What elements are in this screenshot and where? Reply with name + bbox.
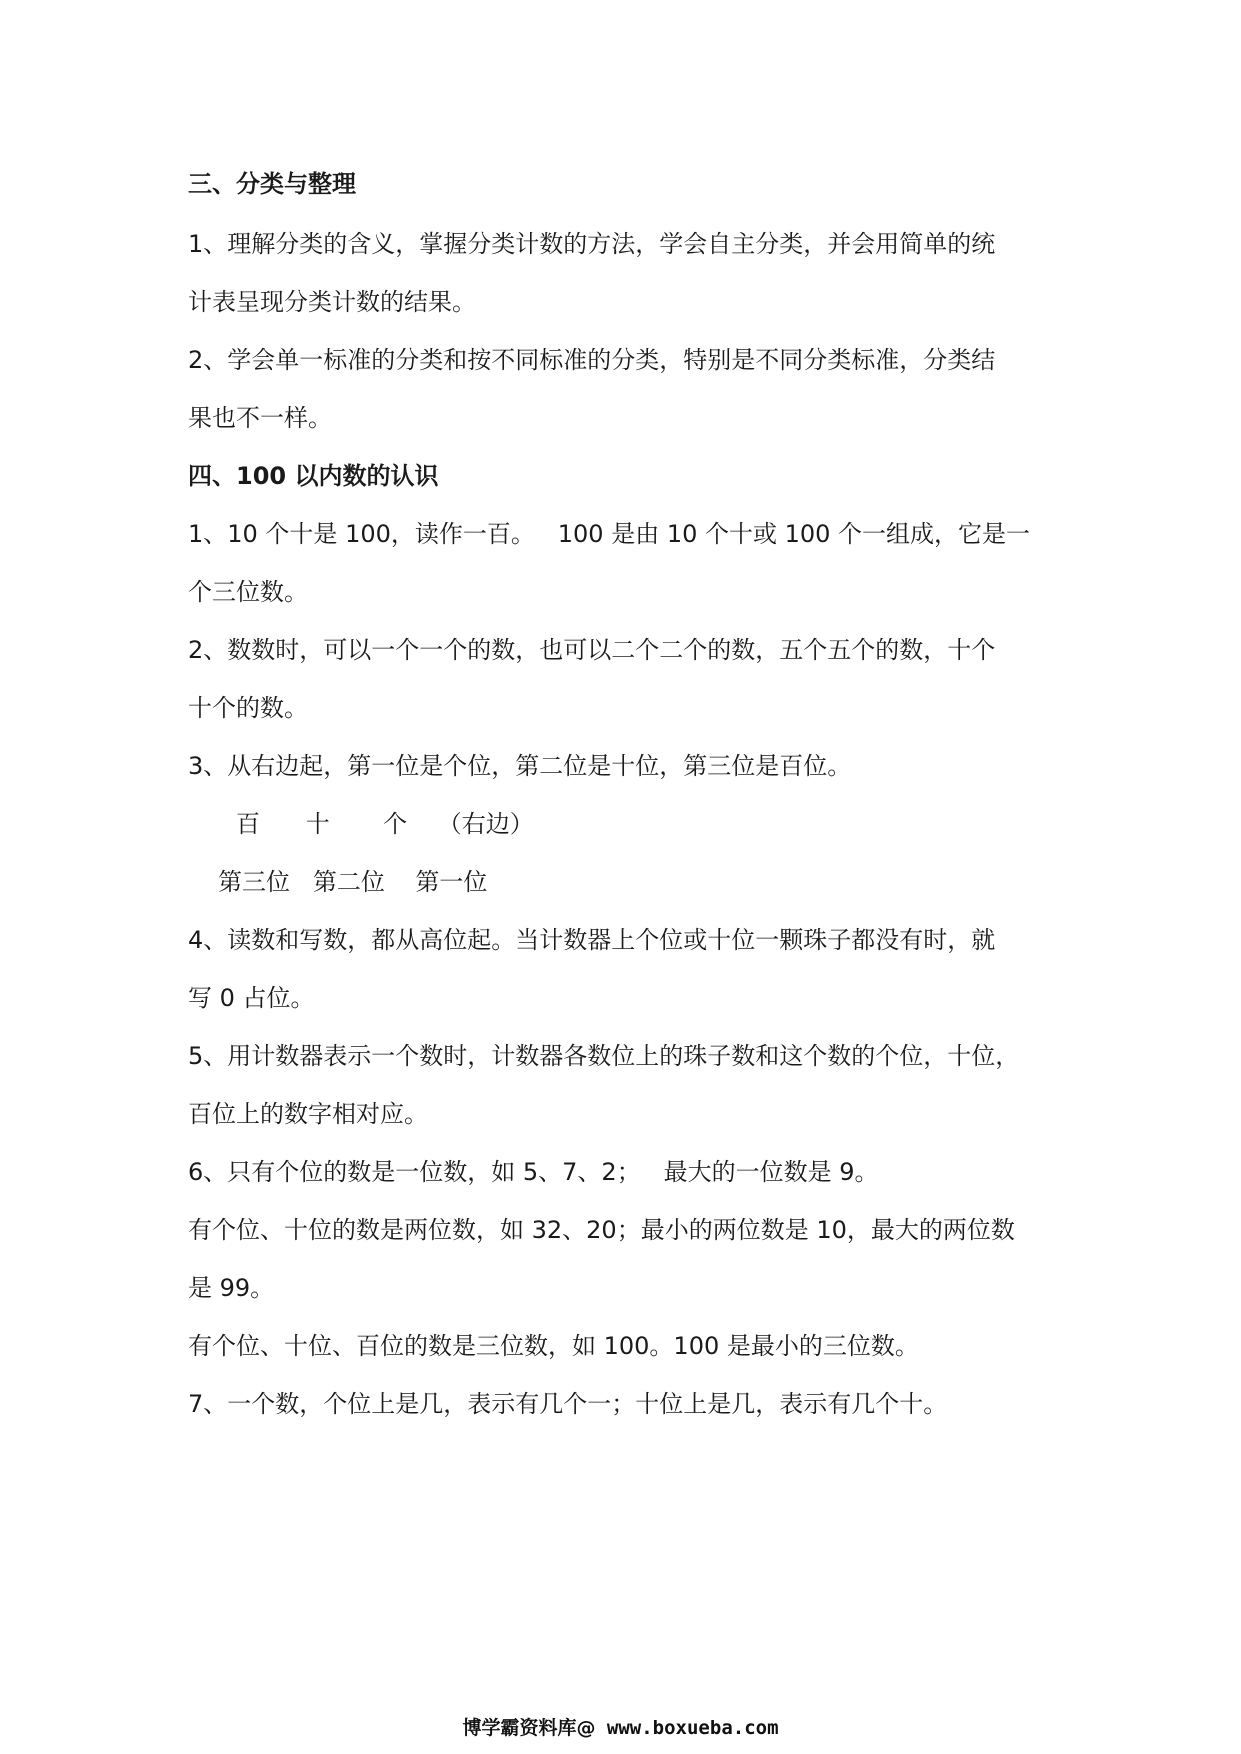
paragraph-text: 4、读数和写数，都从高位起。当计数器上个位或十位一颗珠子都没有时，就 [188,926,996,954]
paragraph-text: 1、理解分类的含义，掌握分类计数的方法，学会自主分类，并会用简单的统 [188,230,996,258]
paragraph-text: 计表呈现分类计数的结果。 [188,288,476,316]
paragraph-text: 十个的数。 [188,694,308,722]
paragraph-text: 6、只有个位的数是一位数，如 5、7、2； 最大的一位数是 9。 [188,1158,879,1186]
paragraph-text: 果也不一样。 [188,404,332,432]
paragraph-text: 写 0 占位。 [188,984,315,1012]
paragraph-text: 2、学会单一标准的分类和按不同标准的分类，特别是不同分类标准，分类结 [188,346,996,374]
place-value-names: 百 十 个 （右边） [236,810,534,838]
paragraph-text: 个三位数。 [188,578,308,606]
paragraph-text: 是 99。 [188,1274,275,1302]
section-heading-classification: 三、分类与整理 [188,170,356,198]
paragraph-text: 7、一个数，个位上是几，表示有几个一；十位上是几，表示有几个十。 [188,1390,948,1418]
paragraph-text: 2、数数时，可以一个一个的数，也可以二个二个的数，五个五个的数，十个 [188,636,996,664]
paragraph-text: 百位上的数字相对应。 [188,1100,428,1128]
paragraph-text: 5、用计数器表示一个数时，计数器各数位上的珠子数和这个数的个位，十位， [188,1042,1020,1070]
section-heading-numbers-within-100: 四、100 以内数的认识 [188,462,439,490]
footer-site-link[interactable]: www.boxueba.com [595,1717,779,1739]
footer-brand: 博学霸资料库@ [462,1717,596,1739]
paragraph-text: 有个位、十位、百位的数是三位数，如 100。100 是最小的三位数。 [188,1332,919,1360]
paragraph-text: 有个位、十位的数是两位数，如 32、20；最小的两位数是 10，最大的两位数 [188,1216,1015,1244]
paragraph-text: 3、从右边起，第一位是个位，第二位是十位，第三位是百位。 [188,752,852,780]
place-value-positions: 第三位 第二位 第一位 [218,868,488,896]
footer-watermark [0,1713,1241,1740]
paragraph-text: 1、10 个十是 100，读作一百。 100 是由 10 个十或 100 个一组成，它是一 [188,520,1031,548]
